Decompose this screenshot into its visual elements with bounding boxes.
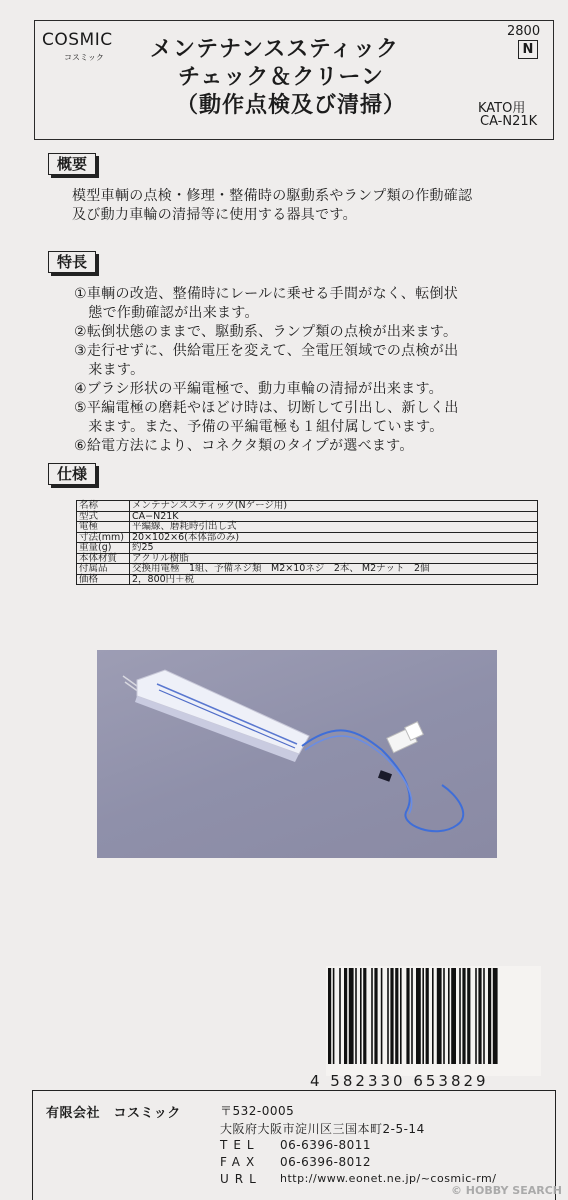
spec-key: 価格 [77,574,130,585]
barcode-bar [451,968,456,1064]
brand-logo-subtitle: コスミック [64,53,104,62]
spec-value: メンテナンススティック(Nゲージ用) [130,501,538,512]
spec-key: 名称 [77,501,130,512]
barcode-bar [448,968,450,1064]
barcode-bar [339,968,341,1064]
barcode-bar [381,968,383,1064]
barcode-bar [387,968,389,1064]
table-row [77,564,538,575]
overview-heading: 概要 [48,153,96,175]
barcode-bar [390,968,393,1064]
feature-line: ②転倒状態のままで、駆動系、ランプ類の点検が出来ます。 [74,324,458,340]
table-row [77,522,538,533]
feature-line: ⑤平編電極の磨耗やほどけ時は、切断して引出し、新しく出 [74,400,459,416]
spec-value: 平編線、磨耗時引出し式 [130,522,538,533]
feature-line: 来ます。また、予備の平編電極も１組付属しています。 [74,419,444,435]
barcode-bar [483,968,485,1064]
barcode-bar [400,968,402,1064]
barcode-bar [459,968,461,1064]
table-row [77,501,538,512]
barcode-bar [406,968,409,1064]
spec-value: アクリル樹脂 [130,553,538,564]
overview-line: 及び動力車輪の清掃等に使用する器具です。 [72,207,357,223]
table-row [77,511,538,522]
scale-badge: N [518,40,538,59]
barcode-bar [395,968,398,1064]
url-label: URL [220,1172,262,1186]
fax-label: FAX [220,1155,261,1169]
barcode-bar [488,968,491,1064]
barcode-bar [437,968,442,1064]
overview-text [72,187,552,225]
company-name: 有限会社 コスミック [46,1106,181,1121]
barcode-bar [328,968,331,1064]
watermark: © HOBBY SEARCH [450,1184,562,1197]
barcode-bar [411,968,413,1064]
barcode-bar [467,968,470,1064]
postal-code: 〒532-0005 [220,1104,295,1118]
tel-number: 06-6396-8011 [280,1138,372,1152]
spec-value: 20×102×6(本体部のみ) [130,532,538,543]
spec-key: 寸法(mm) [77,532,130,543]
feature-line: 態で作動確認が出来ます。 [74,305,259,321]
product-code: 2800 [507,24,541,39]
barcode-bar [355,968,357,1064]
overview-line: 模型車輌の点検・修理・整備時の駆動系やランプ類の作動確認 [72,188,473,204]
barcode-bar [360,968,362,1064]
barcode-bar [333,968,335,1064]
barcode-bar [374,968,377,1064]
table-row [77,543,538,554]
barcode-bar [426,968,429,1064]
barcode-number: 4 582330 653829 [310,1072,489,1090]
barcode-bar [478,968,481,1064]
features-heading: 特長 [48,251,96,273]
spec-key: 付属品 [77,564,130,575]
barcode-bar [416,968,421,1064]
spec-table [76,500,538,585]
title-line-2: チェック＆クリーン [178,65,384,90]
compat-label: KATO用 [478,101,526,116]
spec-value: 交換用電極 1組、予備ネジ類 M2×10ネジ 2本、 M2ナット 2個 [130,564,538,575]
spec-key: 本体材質 [77,553,130,564]
barcode-bar [493,968,498,1064]
spec-value: 2，800円＋税 [130,574,538,585]
title-line-3: （動作点検及び清掃） [176,93,407,118]
barcode-bar [344,968,347,1064]
barcode-bar [432,968,434,1064]
spec-value: 約25 [130,543,538,554]
barcode-bar [371,968,373,1064]
table-row [77,574,538,585]
features-list [74,285,554,456]
spec-key: 型式 [77,511,130,522]
barcode [326,966,541,1076]
brand-logo: COSMIC [42,30,113,50]
barcode-bars [326,966,541,1066]
feature-line: ③走行せずに、供給電圧を変えて、全電圧領域での点検が出 [74,343,459,359]
barcode-bar [363,968,366,1064]
title-line-1: メンテナンススティック [150,37,400,62]
spec-value: CA−N21K [130,511,538,522]
feature-line: ④ブラシ形状の平編電極で、動力車輪の清掃が出来ます。 [74,381,443,397]
spec-key: 電極 [77,522,130,533]
product-photo [97,650,497,858]
feature-line: 来ます。 [74,362,145,378]
address: 大阪府大阪市淀川区三国本町2-5-14 [220,1122,425,1136]
feature-line: ①車輌の改造、整備時にレールに乗せる手間がなく、転倒状 [74,286,459,302]
product-illustration [97,650,497,858]
table-row [77,553,538,564]
tel-label: TEL [220,1138,260,1152]
barcode-bar [475,968,477,1064]
spec-key: 重量(g) [77,543,130,554]
barcode-bar [422,968,424,1064]
table-row [77,532,538,543]
fax-number: 06-6396-8012 [280,1155,372,1169]
barcode-bar [349,968,354,1064]
barcode-bar [462,968,465,1064]
specs-heading: 仕様 [48,463,96,485]
feature-line: ⑥給電方法により、コネクタ類のタイプが選べます。 [74,438,414,454]
model-number: CA-N21K [480,114,538,129]
website-url: http://www.eonet.ne.jp/~cosmic-rm/ [280,1172,497,1185]
barcode-bar [443,968,445,1064]
